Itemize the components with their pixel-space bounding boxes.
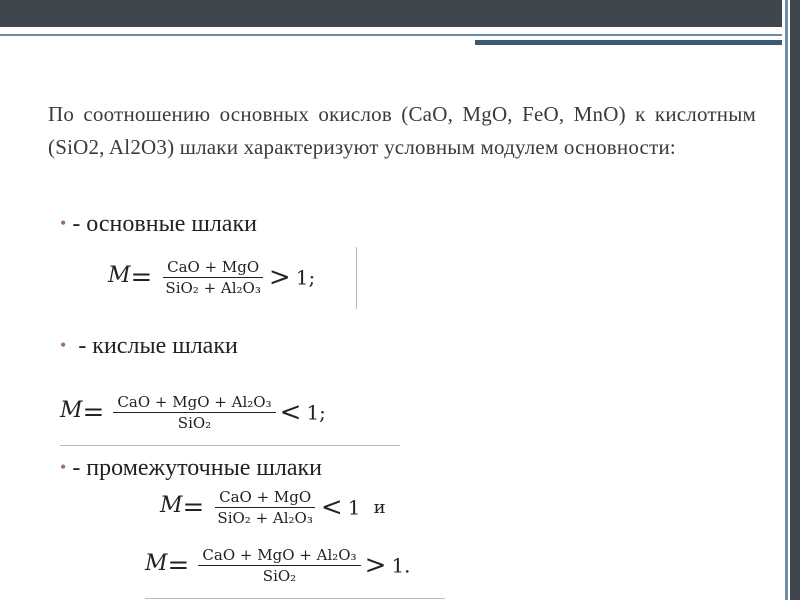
bullet-dot-icon: • <box>60 457 67 477</box>
formula-conjunction: и <box>373 497 386 518</box>
formula-denominator: SiO₂ <box>177 414 212 432</box>
formula-fraction <box>113 392 275 433</box>
formula-intermediate-2 <box>145 545 411 586</box>
formula-numerator: CaO + MgO + Al₂O₃ <box>113 392 275 413</box>
formula-fraction <box>213 487 316 528</box>
bullet-label: - промежуточные шлаки <box>72 455 322 481</box>
formula-rhs: 1. <box>391 553 411 578</box>
intro-paragraph: По соотношению основных окислов (CaO, MgO, FeO, MnO) к кислотным (SiO2, Al2O3) шлаки характеризуют условным модулем основности: <box>48 102 756 159</box>
formula-numerator: CaO + MgO <box>215 487 315 508</box>
formula-rhs: 1; <box>295 265 316 290</box>
formula-symbol: M <box>108 263 131 288</box>
formula-intermediate-1 <box>160 487 386 528</box>
formula-acid <box>60 392 326 433</box>
formula-numerator: CaO + MgO + Al₂O₃ <box>198 545 360 566</box>
right-edge-strip <box>790 0 800 600</box>
formula-bottom-rule <box>145 598 445 599</box>
bullet-intermediate-slags <box>60 452 322 483</box>
header-accent-bar <box>475 40 782 45</box>
bullet-dot-icon: • <box>60 335 67 355</box>
formula-basic <box>108 257 315 298</box>
formula-fraction <box>161 257 264 298</box>
formula-denominator: SiO₂ <box>262 567 297 585</box>
formula-relation: < <box>320 492 343 523</box>
formula-divider <box>356 247 357 309</box>
formula-denominator: SiO₂ + Al₂O₃ <box>165 279 261 297</box>
bullet-acid-slags <box>60 330 238 361</box>
right-accent-strip <box>785 0 788 600</box>
formula-equals: = <box>167 550 190 581</box>
bullet-basic-slags <box>60 208 257 239</box>
formula-equals: = <box>82 397 105 428</box>
formula-denominator: SiO₂ + Al₂O₃ <box>217 509 313 527</box>
formula-relation: < <box>279 397 302 428</box>
formula-rhs: 1; <box>306 400 326 425</box>
formula-equals: = <box>182 492 205 523</box>
formula-fraction <box>198 545 360 586</box>
header-accent-line <box>0 34 782 36</box>
bullet-label: - основные шлаки <box>72 211 257 237</box>
formula-relation: > <box>268 262 291 293</box>
formula-symbol: M <box>160 493 183 518</box>
formula-rhs: 1 <box>347 495 361 520</box>
formula-numerator: CaO + MgO <box>163 257 263 278</box>
formula-symbol: M <box>60 398 83 423</box>
bullet-label: - кислые шлаки <box>72 333 238 359</box>
slide-header-bar <box>0 0 782 27</box>
formula-relation: > <box>364 550 387 581</box>
formula-symbol: M <box>145 551 168 576</box>
bullet-dot-icon: • <box>60 213 67 233</box>
formula-underline <box>60 445 400 446</box>
formula-equals: = <box>130 262 153 293</box>
